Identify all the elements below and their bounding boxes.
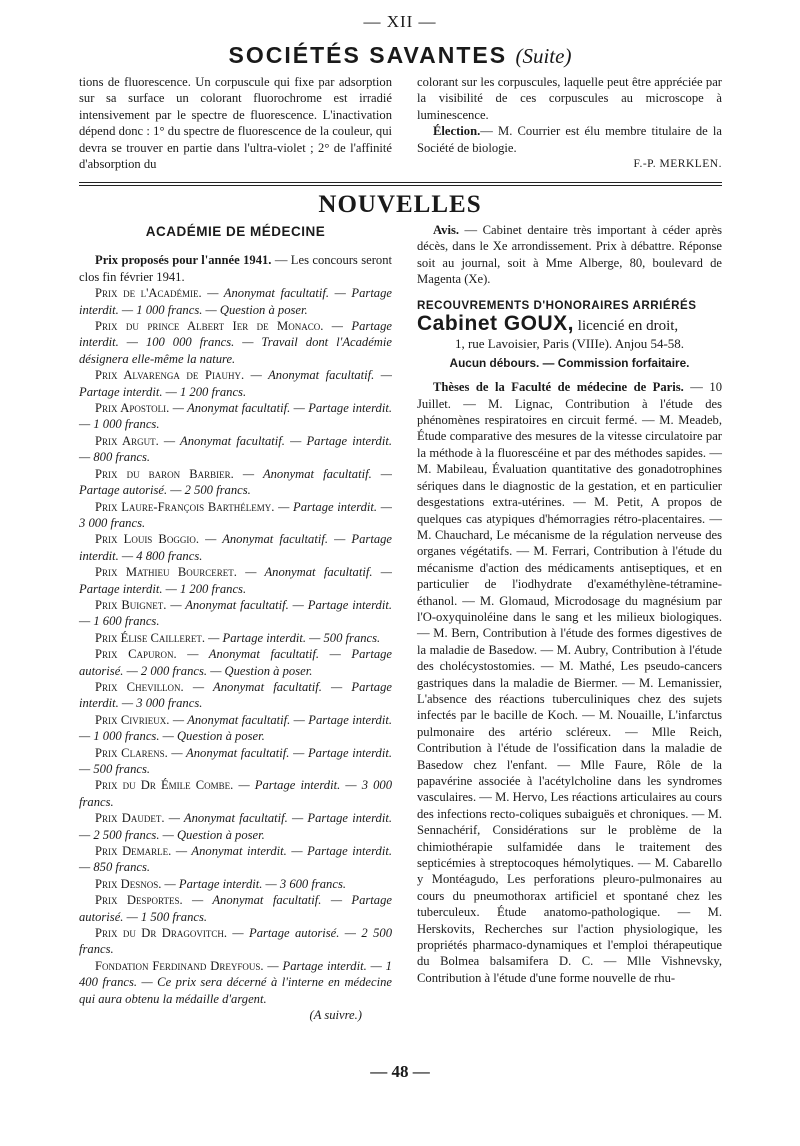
prize-conditions: — Anonymat facultatif. — Partage interdit. — 3 000 francs. <box>79 679 392 711</box>
prize-name: Prix Daudet. <box>95 811 165 826</box>
right-news-column <box>417 222 722 986</box>
prize-entry <box>79 679 392 712</box>
prize-name: Prix Civrieux. <box>95 712 170 727</box>
prize-entry <box>79 367 392 400</box>
avis-paragraph <box>417 222 722 288</box>
prize-conditions: — Partage interdit. — 1 400 francs. — Ce prix sera décerné à l'interne en médecine qui aura obtenu la médaille d'argent. <box>79 958 392 1006</box>
avis-label: Avis. <box>433 223 460 237</box>
section-title-suite: (Suite) <box>515 44 572 68</box>
prize-entry <box>79 843 392 876</box>
prize-entry <box>79 318 392 367</box>
prize-conditions: — Partage autorisé. — 2 500 francs. <box>79 926 392 957</box>
academie-heading: ACADÉMIE DE MÉDECINE <box>145 224 326 239</box>
prize-name: Prix Élise Cailleret. <box>95 630 206 645</box>
prize-name: Prix Laure-François Barthélemy. <box>95 499 275 514</box>
theses-text: — 10 Juillet. — M. Lignac, Contribution à l'étude des phénomènes respiratoires en circuit fermé. — M. Meadeb, Étude comparative des mesures de la vitesse circulatoire par la méthode à la fluorescéine et par des méthodes sapides. — M. Mabileau, Évaluation quantitative des gonadotrophines sériques dans le diagnostic de la gestation, et en particulier desgestations extra-utérines. — M. Petit, A propos de quelques cas atypiques d'hémorragies rétro-placentaires. — M. Chauchard, Le mécanisme de la régulation nerveuse des organes végétatifs. — M. Ferrari, Contribution à l'étude du mécanisme d'action des médicaments antiseptiques, et en particulier de l'iodhydrate d'examéthylène-tétramine-éthanol. — M. Glomaud, Microdosage du magnésium par l'O-oxyquinoléine dans le sang et les milieux biologiques. — M. Bern, Contribution à l'étude des formes digestives de la maladie de Basedow. — M. Aubry, Contribution à l'étude des cholécystostomies. — M. Mathé, Les pseudo-cancers gastriques dans la maladie de Biermer. — M. Lemanissier, L'absence des réactions tuberculiniques chez des sujets infectés par le bacille de Koch. — M. Nouaille, L'infarctus pulmonaire des artério scléreux. — Mlle Reich, Contribution à l'étude de l'ossification dans la maladie de Basedow chez l'enfant. — Mlle Faure, Rôle de la papavérine associée à l'acétylcholine dans les syndromes vasculaires. — M. Hervo, Les réactions articulaires au cours des infections recto-coliques subaiguës et chroniques. — M. Sennachérif, Considérations sur le problème de la chimiothérapie sulfamidée dans le traitement des septicémies à streptocoques hémolytiques. — M. Cabarello y Montéagudo, Les perforations pleuro-pulmonaires au cours du pneumothorax artificiel et spontané chez les tuberculeux. Étude anatomo-pathologique. — M. Herskovits, Recherches sur l'action physiologique, les propriétés pharmaco-dynamiques et l'emploi thérapeutique du Bolmea balsamifera D. C. — Mlle Vishnevsky, Contribution à l'étude d'une forme nouvelle de rhu- <box>417 380 722 985</box>
prize-conditions: — Partage interdit. — 3 000 francs. <box>79 499 392 530</box>
prize-name: Prix Demarle. <box>95 844 172 859</box>
prize-conditions: — Partage interdit. — 500 francs. <box>205 630 381 645</box>
theses-paragraph <box>417 379 722 986</box>
prize-name: Prix Desnos. <box>95 876 162 891</box>
prize-name: Prix Desportes. <box>95 893 183 908</box>
prize-entry <box>79 400 392 433</box>
prize-name: Fondation Ferdinand Dreyfous. <box>95 958 264 973</box>
prize-conditions: — Anonymat facultatif. — Partage interdit. — 1 200 francs. <box>79 565 392 596</box>
prize-conditions: — Anonymat facultatif. — Partage interdit. — 1 600 francs. <box>79 597 392 629</box>
nouvelles-title: NOUVELLES <box>318 191 482 218</box>
continued-note: (A suivre.) <box>309 1008 362 1023</box>
prize-entry <box>79 925 392 958</box>
academie-intro <box>79 252 392 285</box>
prize-entry <box>79 892 392 925</box>
election-paragraph <box>417 123 722 156</box>
prize-conditions: — Anonymat facultatif. — Partage autorisé. — 2 500 francs. <box>79 466 392 498</box>
prize-name: Prix du Dr Dragovitch. <box>95 926 228 941</box>
prize-name: Prix Buignet. <box>95 597 167 612</box>
prize-name: Prix Argut. <box>95 433 159 448</box>
theses-label: Thèses de la Faculté de médecine de Paris. <box>433 380 684 395</box>
divider-top <box>79 182 722 183</box>
prize-name: Prix Mathieu Bourceret. <box>95 565 237 580</box>
prize-entry <box>79 712 392 745</box>
prize-name: Prix du prince Albert Ier de Monaco. <box>95 319 324 334</box>
academie-column <box>79 222 392 1024</box>
societes-right-column <box>417 74 722 172</box>
prize-name: Prix du baron Barbier. <box>95 466 234 481</box>
prize-conditions: — Anonymat facultatif. — Partage autorisé. — 1 500 francs. <box>79 893 392 924</box>
prize-entry <box>79 564 392 597</box>
prize-entry <box>79 630 392 646</box>
prize-name: Prix du Dr Émile Combe. <box>95 778 234 793</box>
prize-entry <box>79 646 392 679</box>
page-number: — 48 — <box>370 1062 430 1081</box>
prize-conditions: — Partage interdit. — 3 000 francs. <box>79 778 393 809</box>
academie-intro-label: Prix proposés pour l'année 1941. <box>95 253 272 268</box>
prize-conditions: — Anonymat facultatif. — Partage interdit. — 1 200 francs. <box>79 368 392 399</box>
prize-entry <box>79 745 392 778</box>
prize-name: Prix Alvarenga de Piauhy. <box>95 368 245 383</box>
recouvrements-title: RECOUVREMENTS D'HONORAIRES ARRIÉRÉS <box>417 298 697 312</box>
prize-entry <box>79 531 392 564</box>
prize-name: Prix Chevillon. <box>95 679 184 694</box>
prize-conditions: — Anonymat facultatif. — Partage interdit. — 800 francs. <box>79 433 392 465</box>
prize-entry <box>79 433 392 466</box>
prize-entry <box>79 810 392 843</box>
prize-entry <box>79 958 392 1007</box>
prize-conditions: — Anonymat facultatif. — Partage interdit. — 1 000 francs. — Question à poser. <box>79 286 392 317</box>
prize-entry <box>79 466 392 499</box>
societes-right-paragraph: colorant sur les corpuscules, laquelle peut être appréciée par la visibilité de ces corpuscules au microscope à luminescence. <box>417 75 722 122</box>
cabinet-title: licencié en droit, <box>574 318 679 335</box>
prize-conditions: — Anonymat facultatif. — Partage interdit. — 2 500 francs. — Question à poser. <box>79 811 392 842</box>
prize-entry <box>79 285 392 318</box>
prize-entry <box>79 597 392 630</box>
divider-bottom <box>79 185 722 186</box>
prize-name: Prix Louis Boggio. <box>95 532 199 547</box>
section-title-main: SOCIÉTÉS SAVANTES <box>228 42 508 68</box>
prize-conditions: — Anonymat facultatif. — Partage interdit. — 4 800 francs. <box>79 532 392 563</box>
cabinet-line <box>417 312 722 336</box>
page-number-roman: — XII — <box>363 12 437 31</box>
cabinet-name: Cabinet GOUX, <box>417 312 575 336</box>
section-title <box>0 42 800 69</box>
prize-name: Prix Clarens. <box>95 745 168 760</box>
signature: F.-P. MERKLEN. <box>633 158 722 171</box>
societes-left-paragraph: tions de fluorescence. Un corpuscule qui fixe par adsorption sur sa surface un colorant fluorochrome est irradié intensivement par le spectre de fluorescence. L'inactivation dépend donc : 1° du spectre de fluorescence de la couleur, qui devra se trouver en partie dans l'ultra-violet ; 2° de l'affinité d'absorption du <box>79 75 392 172</box>
cabinet-address: 1, rue Lavoisier, Paris (VIIIe). Anjou 54-58. <box>454 336 685 352</box>
prize-entry <box>79 876 392 892</box>
prize-conditions: — Partage interdit. — 3 600 francs. <box>161 876 346 891</box>
prize-name: Prix Capuron. <box>95 647 177 662</box>
prize-list <box>79 285 392 1007</box>
prize-entry <box>79 499 392 532</box>
prize-name: Prix de l'Académie. <box>95 286 202 301</box>
avis-text: — Cabinet dentaire très important à céder après décès, dans le Xe arrondissement. Prix à débattre. Réponse soit au journal, soit à Mme Alberge, 80, boulevard de Magenta (Xe). <box>417 223 722 287</box>
prize-conditions: — Anonymat interdit. — Partage interdit. — 850 francs. <box>79 844 392 875</box>
prize-conditions: — Anonymat facultatif. — Partage autorisé. — 2 000 francs. — Question à poser. <box>79 647 393 678</box>
cabinet-note: Aucun débours. — Commission forfaitaire. <box>449 355 690 370</box>
prize-name: Prix Apostoli. <box>95 401 170 416</box>
prize-conditions: — Anonymat facultatif. — Partage interdit. — 1 000 francs. <box>79 401 392 432</box>
election-text: — M. Courrier est élu membre titulaire de la Société de biologie. <box>417 124 722 155</box>
prize-entry <box>79 777 392 810</box>
prize-conditions: — Partage interdit. — 100 000 francs. — Travail dont l'Académie désignera elle-même la nature. <box>79 319 392 366</box>
societes-left-column <box>79 74 392 172</box>
prize-conditions: — Anonymat facultatif. — Partage interdit. — 500 francs. <box>79 745 392 776</box>
election-label: Élection. <box>433 124 481 139</box>
prize-conditions: — Anonymat facultatif. — Partage interdit. — 1 000 francs. — Question à poser. <box>79 712 392 744</box>
academie-intro-text: — Les concours seront clos fin février 1941. <box>79 253 392 284</box>
